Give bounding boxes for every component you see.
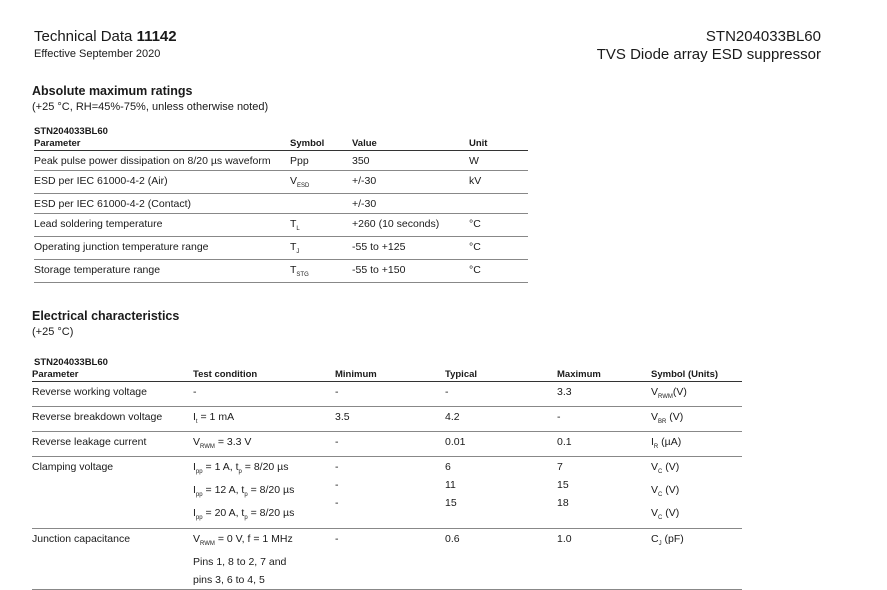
maximum-cell <box>557 528 651 589</box>
cell-line: Pins 1, 8 to 2, 7 and <box>193 555 287 568</box>
symbol-units-cell <box>651 528 742 589</box>
symbol-cell: $T_{STG}$ <box>290 260 352 283</box>
abs-max-part: STN204033BL60 <box>34 126 108 137</box>
symbol-units-cell <box>651 382 742 407</box>
symbol-units-cell <box>651 457 742 528</box>
cell-line: $I_R$ (µA) <box>651 436 682 451</box>
elec-note: (+25 °C) <box>32 326 74 338</box>
maximum-cell <box>557 457 651 528</box>
param-cell: Reverse leakage current <box>32 432 193 457</box>
table-row <box>34 171 528 194</box>
cell-line: 7 <box>557 461 563 474</box>
table-row <box>32 432 742 457</box>
value-cell: -55 to +125 <box>352 237 469 260</box>
unit-cell: °C <box>469 237 528 260</box>
unit-cell <box>469 194 528 214</box>
unit-cell: W <box>469 151 528 171</box>
col-header: Value <box>352 138 469 151</box>
cell-line: 11 <box>445 479 456 492</box>
cell-line: $V_{RWM} = 3.3$ V <box>193 436 252 451</box>
elec-part: STN204033BL60 <box>34 357 108 368</box>
param-cell: Lead soldering temperature <box>34 214 290 237</box>
table-row <box>32 382 742 407</box>
cell-line: $I_{pp} = 1$ A, $t_p = 8/20$ µs <box>193 461 289 476</box>
value-cell: +/-30 <box>352 194 469 214</box>
param-cell: Junction capacitance <box>32 528 193 589</box>
table-row <box>34 214 528 237</box>
cell-line: 3.3 <box>557 386 572 398</box>
subscript: pp <box>195 492 203 499</box>
col-header: Maximum <box>557 369 651 382</box>
cell-line: $I_t = 1$ mA <box>193 411 235 426</box>
typical-cell <box>445 407 557 432</box>
typical-cell <box>445 528 557 589</box>
col-header: Symbol (Units) <box>651 369 742 382</box>
typical-cell <box>445 382 557 407</box>
maximum-cell <box>557 432 651 457</box>
symbol-subscript: J <box>296 249 300 256</box>
cell-line: $V_C$ (V) <box>651 484 680 499</box>
effective-date: Effective September 2020 <box>34 48 161 60</box>
subscript: p <box>238 469 242 476</box>
subscript: p <box>244 515 248 522</box>
abs-max-title: Absolute maximum ratings <box>32 84 193 98</box>
col-header: Typical <box>445 369 557 382</box>
value-cell: -55 to +150 <box>352 260 469 283</box>
value-cell: 350 <box>352 151 469 171</box>
subscript: C <box>658 492 663 499</box>
cell-line: 1.0 <box>557 532 572 545</box>
symbol-subscript: L <box>296 226 300 233</box>
product-description: TVS Diode array ESD suppressor <box>596 46 821 63</box>
col-header: Unit <box>469 138 528 151</box>
elec-title: Electrical characteristics <box>32 309 180 323</box>
table-row <box>34 237 528 260</box>
cell-line: $I_{pp} = 12$ A, $t_p = 8/20$ µs <box>193 484 295 499</box>
symbol-units-cell <box>651 407 742 432</box>
unit-cell: °C <box>469 214 528 237</box>
typical-cell <box>445 457 557 528</box>
abs-max-note: (+25 °C, RH=45%-75%, unless otherwise noted) <box>32 101 269 113</box>
elec-header-row <box>32 369 742 382</box>
product-header <box>597 28 821 64</box>
document-header <box>34 28 177 60</box>
condition-cell <box>193 382 335 407</box>
doc-title <box>34 28 177 45</box>
cell-line: - <box>335 386 339 398</box>
typical-cell <box>445 432 557 457</box>
symbol-cell: $V_{ESD}$ <box>290 171 352 194</box>
param-cell: Clamping voltage <box>32 457 193 528</box>
cell-line: 3.5 <box>335 411 350 424</box>
unit-cell: °C <box>469 260 528 283</box>
condition-cell <box>193 407 335 432</box>
condition-cell <box>193 432 335 457</box>
unit-cell: kV <box>469 171 528 194</box>
cell-line: - <box>335 497 339 510</box>
param-cell: Reverse working voltage <box>32 382 193 407</box>
subscript: p <box>244 492 248 499</box>
elec-table <box>32 369 742 590</box>
cell-line: $V_{BR}$ (V) <box>651 411 684 426</box>
subscript: t <box>195 419 198 426</box>
cell-line: 0.1 <box>557 436 572 449</box>
cell-line: $V_C$ (V) <box>651 461 680 476</box>
maximum-cell <box>557 407 651 432</box>
cell-line: pins 3, 6 to 4, 5 <box>193 573 265 586</box>
cell-line: 0.01 <box>445 436 466 449</box>
cell-line: $C_J$ (pF) <box>651 532 684 547</box>
subscript: RWM <box>200 540 215 547</box>
table-row <box>32 457 742 528</box>
subscript: RWM <box>200 444 215 451</box>
col-header: Test condition <box>193 369 335 382</box>
minimum-cell <box>335 457 445 528</box>
symbol-cell: $T_L$ <box>290 214 352 237</box>
cell-line: - <box>445 386 449 398</box>
subscript: J <box>658 540 662 547</box>
cell-line: 6 <box>445 461 451 474</box>
abs-max-header-row <box>34 138 528 151</box>
col-header: Parameter <box>32 369 193 382</box>
symbol-cell <box>290 194 352 214</box>
param-cell: Peak pulse power dissipation on 8/20 µs waveform <box>34 151 290 171</box>
condition-cell <box>193 528 335 589</box>
cell-line: 15 <box>445 497 457 510</box>
symbol-cell: Ppp <box>290 151 352 171</box>
table-row <box>34 151 528 171</box>
subscript: C <box>658 469 663 476</box>
maximum-cell <box>557 382 651 407</box>
cell-line: - <box>335 461 339 474</box>
table-row <box>34 194 528 214</box>
abs-max-table <box>34 138 528 283</box>
subscript: pp <box>195 469 203 476</box>
doc-number: 11142 <box>136 28 177 45</box>
part-number: STN204033BL60 <box>705 28 821 45</box>
cell-line: - <box>335 436 339 449</box>
value-cell: +/-30 <box>352 171 469 194</box>
subscript: R <box>653 444 659 451</box>
cell-line: 15 <box>557 479 569 492</box>
symbol-units-cell <box>651 432 742 457</box>
minimum-cell <box>335 432 445 457</box>
cell-line: - <box>557 411 561 424</box>
minimum-cell <box>335 528 445 589</box>
cell-line: $V_C$ (V) <box>651 507 680 522</box>
cell-line: $V_{RWM} = 0$ V, f = 1 MHz <box>193 532 293 547</box>
minimum-cell <box>335 407 445 432</box>
table-row <box>34 260 528 283</box>
cell-line: - <box>193 386 197 398</box>
subscript: pp <box>195 515 203 522</box>
param-cell: Storage temperature range <box>34 260 290 283</box>
table-row <box>32 407 742 432</box>
param-cell: ESD per IEC 61000-4-2 (Contact) <box>34 194 290 214</box>
param-cell: ESD per IEC 61000-4-2 (Air) <box>34 171 290 194</box>
symbol-cell: $T_J$ <box>290 237 352 260</box>
subscript: C <box>658 515 663 522</box>
col-header: Parameter <box>34 138 290 151</box>
col-header: Minimum <box>335 369 445 382</box>
condition-cell <box>193 457 335 528</box>
symbol-subscript: ESD <box>297 183 310 190</box>
value-cell: +260 (10 seconds) <box>352 214 469 237</box>
subscript: BR <box>658 419 667 426</box>
cell-line: 0.6 <box>445 532 460 545</box>
minimum-cell <box>335 382 445 407</box>
param-cell: Operating junction temperature range <box>34 237 290 260</box>
col-header: Symbol <box>290 138 352 151</box>
cell-line: - <box>335 479 339 492</box>
param-cell: Reverse breakdown voltage <box>32 407 193 432</box>
cell-line: $V_{RWM}(V)$ <box>651 386 687 401</box>
doc-type: Technical Data <box>34 28 133 45</box>
table-row <box>32 528 742 589</box>
cell-line: 4.2 <box>445 411 460 424</box>
cell-line: - <box>335 532 339 545</box>
cell-line: $I_{pp} = 20$ A, $t_p = 8/20$ µs <box>193 507 295 522</box>
subscript: RWM <box>658 394 673 401</box>
cell-line: 18 <box>557 497 569 510</box>
symbol-subscript: STG <box>296 272 309 279</box>
